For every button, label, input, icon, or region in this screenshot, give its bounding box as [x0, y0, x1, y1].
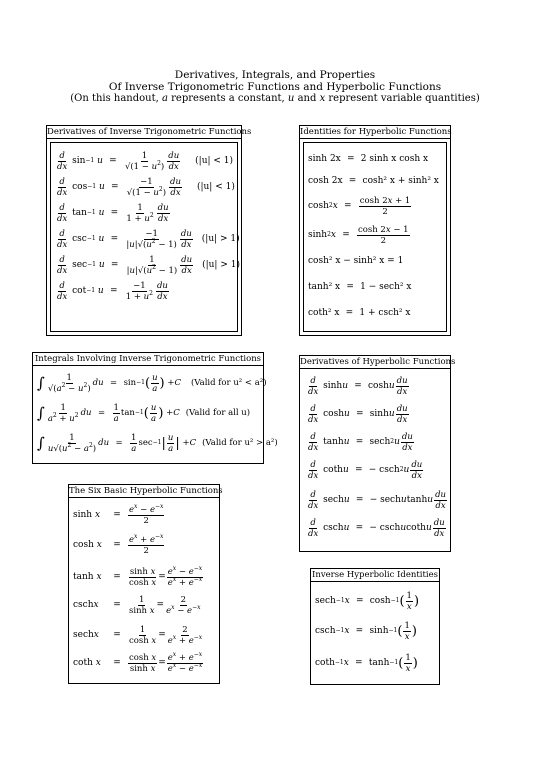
deriv-coth: $\frac{d}{dx}$ coth u = − csch 2 u $\frac{du}{dx}$ [308, 459, 423, 481]
def-sinh: sinh x = $\frac{e^x - e^{-x}}{2}$ [73, 502, 164, 526]
deriv-csch: $\frac{d}{dx}$ csch u = − csch u coth u $\frac{du}{dx}$ [308, 517, 445, 539]
ident-pythag [308, 251, 403, 271]
ident-cosh2x-lhs: cosh 2x [308, 176, 343, 186]
ident-sinh2x: sinh 2x = 2 sinh x cosh x [308, 154, 429, 164]
deriv-arccot: $\frac{d}{dx}$ cot −1 u = $\frac{-1}{1 + u^2}$ $\frac{du}{dx}$ [57, 280, 168, 302]
deriv-hyp-title: Derivatives of Hyperbolic Functions [300, 357, 456, 367]
def-csch: cschx = $\frac{1}{\text{sinh x}}$ = $\frac{2}{e^x - e^{-x}}$ [73, 594, 201, 616]
ident-sinh-sq: sinh 2 x = $\frac{\cosh 2x - 1}{2}$ [308, 224, 409, 246]
deriv-arcsin: $\frac{d}{dx}$ sin −1 u = $\frac{1}{√(1 - u^2)}$ $\frac{du}{dx}$ (|u| < 1) [57, 150, 234, 172]
integral-arcsin: ∫ $\frac{1}{√(a^2 - u^2)}$ du = sin −1 ( $\frac{u}{a}$ ) + C (Valid for u² < a²) [37, 372, 267, 394]
cond-integral-arctan: (Valid for all u) [185, 408, 251, 418]
deriv-arctan: $\frac{d}{dx}$ tan −1 u = $\frac{1}{1 + u^2}$ $\frac{du}{dx}$ [57, 202, 169, 224]
integral-arctan: ∫ $\frac{1}{a^2 + u^2}$ du = $\frac{1}{a}$ tan −1 ( $\frac{u}{a}$ ) + C (Valid for all u) [37, 402, 251, 424]
deriv-arcsec: $\frac{d}{dx}$ sec −1 u = $\frac{1}{|u|√(u^2 - 1)}$ $\frac{du}{dx}$ (|u| > 1) [57, 254, 240, 276]
deriv-arccos: $\frac{d}{dx}$ cos −1 u = $\frac{-1}{√(1 - u^2)}$ $\frac{du}{dx}$ (|u| < 1) [57, 176, 235, 198]
note-u: u [287, 93, 295, 104]
cond-arcsec: (|u| > 1) [202, 260, 240, 270]
deriv-inv-trig-box [46, 125, 252, 336]
ident-cosh2x: cosh 2x = cosh² x + sinh² x [308, 176, 439, 186]
ident-coth-sq-rhs: 1 + csch² x [359, 308, 411, 318]
def-coth: coth x = $\frac{\text{cosh x}}{\text{sinh x}}$ = $\frac{e^x + e^{-x}}{e^x - e^{-x}}$ [73, 650, 203, 674]
def-sech: sechx = $\frac{1}{\text{cosh x}}$ = $\frac{2}{e^x + e^{-x}}$ [73, 624, 203, 646]
six-basic-title: The Six Basic Hyperbolic Functions [69, 486, 223, 496]
note-text-a: (On this handout, [70, 93, 159, 104]
ident-sinh2x-rhs: 2 sinh x cosh x [360, 154, 429, 164]
def-cosh: cosh x = $\frac{e^x + e^{-x}}{2}$ [73, 532, 164, 556]
six-basic-box [68, 484, 223, 684]
ident-cosh2x-rhs: cosh² x + sinh² x [362, 176, 439, 186]
inv-hyp-title: Inverse Hyperbolic Identities [312, 570, 438, 580]
inv-coth: coth −1 x = tanh −1 ( $\frac{1}{x}$ ) [315, 652, 418, 674]
note-const: a [162, 93, 168, 104]
ident-pythag-text: cosh² x − sinh² x = 1 [308, 256, 404, 266]
cond-arcsin: (|u| < 1) [195, 156, 234, 166]
ident-tanh-sq: tanh² x = 1 − sech² x [308, 282, 412, 292]
ident-tanh-sq-rhs: 1 − sech² x [360, 282, 412, 292]
title-line-2: Of Inverse Trigonometric Functions and Hyperbolic Functions [108, 81, 442, 93]
ident-coth-sq: coth² x = 1 + csch² x [308, 308, 411, 318]
cond-arccos: (|u| < 1) [196, 182, 235, 192]
hyp-identities-title: Identities for Hyperbolic Functions [300, 127, 452, 137]
deriv-inv-trig-inner [50, 142, 238, 332]
integrals-title: Integrals Involving Inverse Trigonometric Functions [34, 354, 262, 364]
note-x: x [319, 93, 326, 104]
def-tanh: tanh x = $\frac{\text{sinh x}}{\text{cosh x}}$ = $\frac{e^x - e^{-x}}{e^x + e^{-x}}$ [73, 564, 203, 588]
ident-cosh-sq: cosh 2 x = $\frac{\cosh 2x + 1}{2}$ [308, 195, 411, 217]
deriv-cosh: $\frac{d}{dx}$ cosh u = sinh u $\frac{du}{dx}$ [308, 403, 408, 425]
note-text-b: represents a constant, [171, 93, 285, 104]
deriv-arccsc: $\frac{d}{dx}$ csc −1 u = $\frac{-1}{|u|√(u^2 - 1)}$ $\frac{du}{dx}$ (|u| > 1) [57, 228, 240, 250]
ident-tanh-sq-lhs: tanh² x [308, 282, 341, 292]
deriv-hyp-box [299, 355, 456, 552]
note-text-c: represent variable quantities) [328, 93, 480, 104]
integrals-box [32, 352, 278, 464]
hyp-identities-box [299, 125, 451, 336]
cond-integral-arcsec: (Valid for u² > a²) [202, 438, 278, 448]
title-line-1: Derivatives, Integrals, and Properties [174, 69, 376, 81]
cond-integral-arcsin: (Valid for u² < a²) [190, 378, 267, 388]
title-note [0, 93, 550, 104]
inv-hyp-box [310, 568, 440, 685]
inv-csch: csch −1 x = sinh −1 ( $\frac{1}{x}$ ) [315, 620, 417, 642]
hyp-identities-inner [303, 142, 447, 332]
integral-arcsec: ∫ $\frac{1}{u√(u^2 - a^2)}$ du = $\frac{1}{a}$ sec −1 | $\frac{u}{a}$ | + C (Valid for u² > a²) [37, 432, 278, 454]
cond-arccsc: (|u| > 1) [201, 234, 240, 244]
deriv-sinh: $\frac{d}{dx}$ sinh u = cosh u $\frac{du}{dx}$ [308, 375, 408, 397]
note-and: and [297, 93, 317, 104]
ident-sinh2x-lhs: sinh 2x [308, 154, 341, 164]
inv-sech: sech −1 x = cosh −1 ( $\frac{1}{x}$ ) [315, 590, 420, 612]
deriv-inv-trig-title: Derivatives of Inverse Trigonometric Functions [47, 127, 252, 137]
deriv-tanh: $\frac{d}{dx}$ tanh u = sech 2 u $\frac{du}{dx}$ [308, 431, 413, 453]
deriv-sech: $\frac{d}{dx}$ sech u = − sech u tanh u $\frac{du}{dx}$ [308, 489, 446, 511]
ident-coth-sq-lhs: coth² x [308, 308, 340, 318]
